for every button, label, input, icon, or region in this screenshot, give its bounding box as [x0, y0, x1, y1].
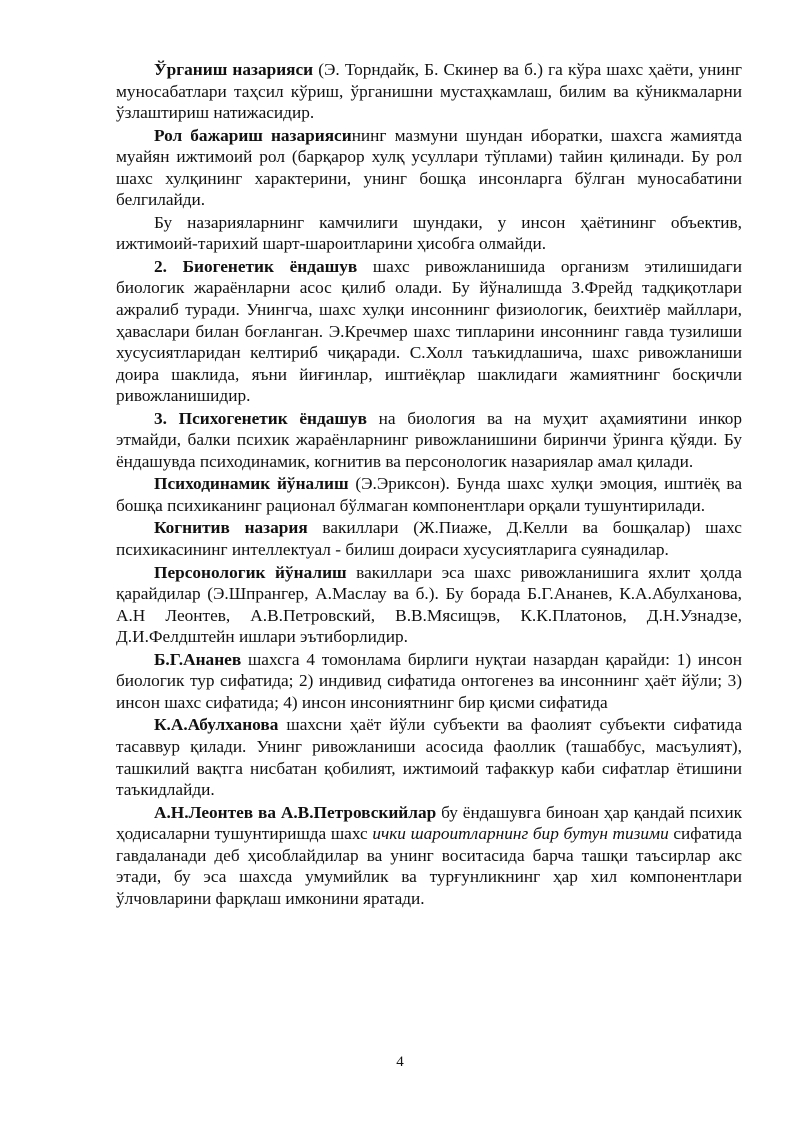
term-learning-theory: Ўрганиш назарияси — [154, 60, 314, 79]
paragraph-text: шахсни ҳаёт йўли субъекти ва фаолият субъекти сифатида тасаввур қилади. Унинг ривожланиши асосида фаоллик (ташаббус, масъулият), ташкилий вақтга нисбатан қобилият, ижтимоий тафаккур каби сифатлар ётишини таъкидлайди. — [116, 715, 742, 800]
term-biogenetic-approach: 2. Биогенетик ёндашув — [154, 256, 358, 276]
term-leontev-petrovsky: А.Н.Леонтев ва А.В.Петровскийлар — [154, 802, 437, 822]
term-personological: Персонологик йўналиш — [154, 562, 347, 582]
italic-phrase: ички шароитларнинг бир бутун тизими — [372, 824, 669, 844]
page-body — [116, 59, 742, 910]
paragraph-biogenetic-approach — [116, 256, 742, 407]
paragraph-leontev-petrovsky — [116, 802, 742, 910]
paragraph-cognitive — [116, 517, 742, 560]
paragraph-text: на биология ва на муҳит аҳамиятини инкор этмайди, балки психик жараёнларнинг ривожланишини биринчи ўринга қўяди. Бу ёндашувда психодинамик, когнитив ва персонологик назариялар амал қилади. — [116, 408, 742, 471]
paragraph-text: шахсга 4 томонлама бирлиги нуқтаи назардан қарайди: 1) инсон биологик тур сифатида; 2) индивид сифатида онтогенез ва инсоннинг ҳаёт йўли; 3) инсон шахс сифатида; 4) инсон инсониятнинг бир қисми сифатида — [116, 649, 742, 712]
paragraph-text: Бу назарияларнинг камчилиги шундаки, у инсон ҳаётининг объектив, ижтимоий-тарихий шарт-шароитларини ҳисобга олмайди. — [116, 212, 742, 254]
paragraph-psychodynamic — [116, 473, 742, 516]
paragraph-text: нинг мазмуни шундан иборатки, шахсга жамиятда муайян ижтимоий рол (барқарор хулқ усуллари тўплами) тайин қилинади. Бу рол шахс хулқининг характерини, унинг бошқа инсонларга бўлган муносабатини белгилайди. — [116, 125, 742, 210]
paragraph-text: шахс ривожланишида организм этилишидаги биологик жараёнларни асос қилиб олади. Бу йўналишда З.Фрейд тадқиқотлари ажралиб туради. Унингча, шахс хулқи инсоннинг физиологик, беихтиёр майллари, ҳаваслари билан боғланган. Э.Кречмер шахс типларини инсоннинг гавда тузилиши хусусиятларидан келтириб чиқаради. С.Холл таъкидлашича, шахс ривожланиши доира шаклида, яъни йиғинлар, иштиёқлар шаклидаги жамиятнинг босқичли ривожланишидир. — [116, 256, 742, 406]
term-abulkhanova: К.А.Абулханова — [154, 715, 279, 735]
paragraph-theories-drawback — [116, 212, 742, 255]
term-psychogenetic-approach: 3. Психогенетик ёндашув — [154, 408, 367, 428]
paragraph-ananev — [116, 649, 742, 714]
paragraph-psychogenetic-approach — [116, 408, 742, 473]
paragraph-text: вакиллари (Ж.Пиаже, Д.Келли ва бошқалар) шахс психикасининг интеллектуал - билиш доираси хусусиятларига суянадилар. — [116, 518, 742, 560]
paragraph-text: (Э. Торндайк, Б. Скинер ва б.) га кўра шахс ҳаёти, унинг муносабатлари таҳсил кўриш, ўрганишни мустаҳкамлаш, билим ва кўникмаларни ўзлаштириш натижасидир. — [116, 60, 742, 123]
paragraph-text: (Э.Эриксон). Бунда шахс хулқи эмоция, иштиёқ ва бошқа психиканинг рационал бўлмаган компонентлари орқали тушунтирилади. — [116, 474, 742, 515]
paragraph-text-continued: сифатида гавдаланади деб ҳисоблайдилар ва унинг воситасида барча ташқи таъсирлар акс этади, бу эса шахсда умумийлик ва турғунликнинг ҳар хил компонентлари ўлчовларини фарқлаш имконини яратади. — [116, 824, 742, 908]
paragraph-abulkhanova — [116, 714, 742, 800]
term-role-theory: Рол бажариш назарияси — [154, 125, 352, 145]
paragraph-learning-theory — [116, 59, 742, 124]
paragraph-role-theory — [116, 125, 742, 211]
paragraph-text: вакиллари эса шахс ривожланишига яхлит ҳолда қарайдилар (Э.Шпрангер, А.Маслау ва б.). Бу борада Б.Г.Ананев, К.А.Абулханова, А.Н Леонтев, А.В.Петровский, В.В.Мясищэв, К.К.Платонов, Д.Н.Узнадзе, Д.И.Фелдштейн ишлари эътиборлидир. — [116, 562, 742, 647]
paragraph-text: бу ёндашувга биноан ҳар қандай психик ҳодисаларни тушунтиришда шахс — [116, 802, 742, 844]
term-psychodynamic: Психодинамик йўналиш — [154, 474, 349, 494]
term-cognitive: Когнитив назария — [154, 518, 308, 538]
term-ananev: Б.Г.Ананев — [154, 649, 242, 669]
page-number: 4 — [396, 1054, 404, 1070]
paragraph-personological — [116, 562, 742, 648]
